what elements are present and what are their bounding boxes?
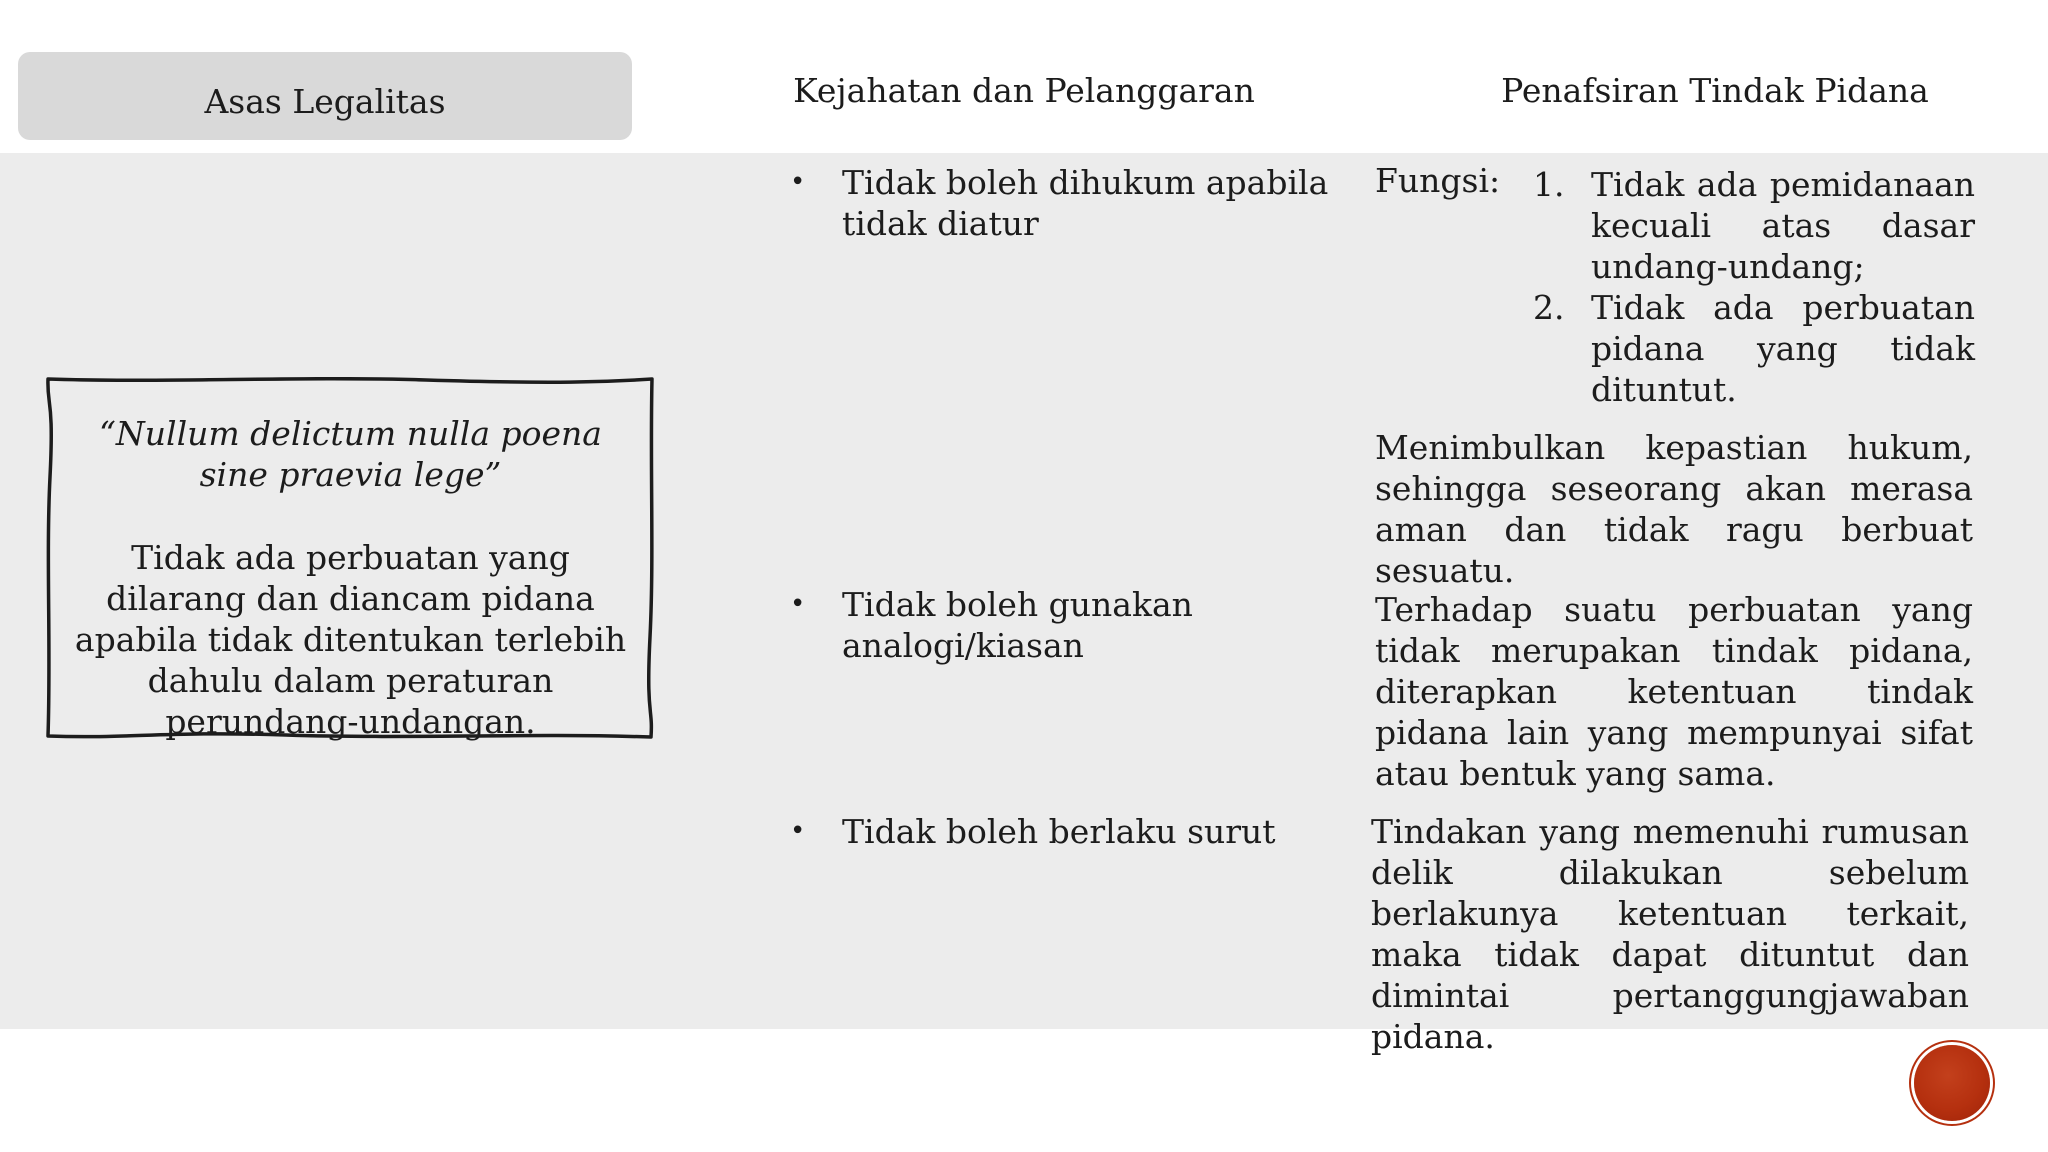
tab-kejahatan-dan-pelanggaran[interactable]: Kejahatan dan Pelanggaran <box>793 70 1255 110</box>
quote-box <box>46 377 655 739</box>
surut-text: Tindakan yang memenuhi rumusan delik dilakukan sebelum berlakunya ketentuan terkait, maka tidak dapat dituntut dan dimintai pertanggungjawaban pidana. <box>1371 812 1969 1056</box>
fungsi-item-text: Tidak ada pemidanaan kecuali atas dasar undang-undang; <box>1591 165 1975 286</box>
fungsi-item-text: Tidak ada perbuatan pidana yang tidak dituntut. <box>1591 288 1975 409</box>
principle-item <box>790 162 1330 244</box>
principle-item <box>790 811 1330 852</box>
quote-latin: “Nullum delictum nulla poena sine praevia lege” <box>99 414 602 494</box>
list-number: 1. <box>1533 165 1565 204</box>
fungsi-list-item <box>1533 164 1975 287</box>
principle-text: Tidak boleh dihukum apabila tidak diatur <box>842 163 1329 243</box>
bullet-marker: • <box>790 167 806 197</box>
list-number: 2. <box>1533 288 1565 327</box>
analogi-text: Terhadap suatu perbuatan yang tidak merupakan tindak pidana, diterapkan ketentuan tindak pidana lain yang mempunyai sifat atau bentuk yang sama. <box>1375 590 1973 793</box>
quote-meaning: Tidak ada perbuatan yang dilarang dan diancam pidana apabila tidak ditentukan terlebih dahulu dalam peraturan perundang-undangan. <box>74 538 627 741</box>
bullet-marker: • <box>790 816 806 846</box>
principle-text: Tidak boleh gunakan analogi/kiasan <box>842 585 1193 665</box>
slide-corner-badge <box>1914 1045 1990 1121</box>
kepastian-text: Menimbulkan kepastian hukum, sehingga seseorang akan merasa aman dan tidak ragu berbuat sesuatu. <box>1375 428 1973 590</box>
fungsi-label: Fungsi: <box>1375 161 1501 200</box>
bullet-marker: • <box>790 589 806 619</box>
tab-penafsiran-tindak-pidana[interactable]: Penafsiran Tindak Pidana <box>1501 70 1929 110</box>
principle-item <box>790 584 1330 666</box>
fungsi-list-item <box>1533 287 1975 410</box>
principle-text: Tidak boleh berlaku surut <box>842 812 1276 851</box>
tab-asas-legalitas[interactable]: Asas Legalitas <box>18 52 632 140</box>
